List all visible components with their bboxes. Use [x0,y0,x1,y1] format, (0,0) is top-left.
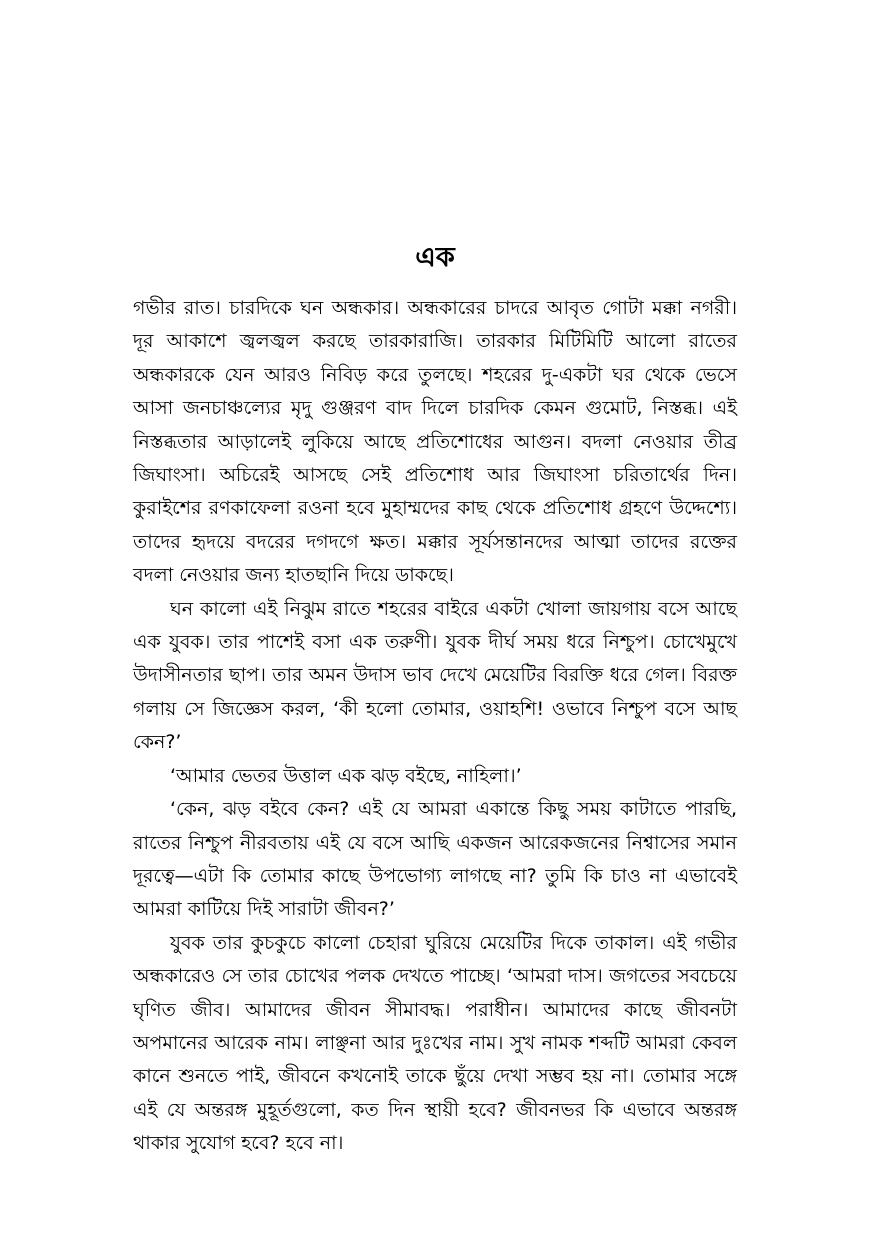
paragraph-4: ‘কেন, ঝড় বইবে কেন? এই যে আমরা একান্তে কিছু সময় কাটাতে পারছি, রাতের নিশ্চুপ নীরবতায় এই যে বসে আছি একজন আরেকজনের নিশ্বাসের সমান দূরত্বে—এটা কি তোমার কাছে উপভোগ্য লাগছে না? তুমি কি চাও না এভাবেই আমরা কাটিয়ে দিই সারাটা জীবন?’ [133,798,737,921]
paragraph-3: ‘আমার ভেতর উত্তাল এক ঝড় বইছে, নাহিলা।’ [170,764,522,787]
paragraph-5: যুবক তার কুচকুচে কালো চেহারা ঘুরিয়ে মেয়েটির দিকে তাকাল। এই গভীর অন্ধকারেও সে তার চোখের পলক দেখতে পাচ্ছে। ‘আমরা দাস। জগতের সবচেয়ে ঘৃণিত জীব। আমাদের জীবন সীমাবদ্ধ। পরাধীন। আমাদের কাছে জীবনটা অপমানের আরেক নাম। লাঞ্ছনা আর দুঃখের নাম। সুখ নামক শব্দটি আমরা কেবল কানে শুনতে পাই, জীবনে কখনোই তাকে ছুঁয়ে দেখা সম্ভব হয় না। তোমার সঙ্গে এই যে অন্তরঙ্গ মুহূর্তগুলো, কত দিন স্থায়ী হবে? জীবনভর কি এভাবে অন্তরঙ্গ থাকার সুযোগ হবে? হবে না। [133,931,737,1155]
paragraph-2: ঘন কালো এই নিঝুম রাতে শহরের বাইরে একটা খোলা জায়গায় বসে আছে এক যুবক। তার পাশেই বসা এক তরুণী। যুবক দীর্ঘ সময় ধরে নিশ্চুপ। চোখেমুখে উদাসীনতার ছাপ। তার অমন উদাস ভাব দেখে মেয়েটির বিরক্তি ধরে গেল। বিরক্ত গলায় সে জিজ্ঞেস করল, ‘কী হলো তোমার, ওয়াহশি! ওভাবে নিশ্চুপ বসে আছ কেন?’ [133,597,737,754]
chapter-title: এক [415,242,455,273]
paragraph-1: গভীর রাত। চারদিকে ঘন অন্ধকার। অন্ধকারের চাদরে আবৃত গোটা মক্কা নগরী। দূর আকাশে জ্বলজ্বল করছে তারকারাজি। তারকার মিটিমিটি আলো রাতের অন্ধকারকে যেন আরও নিবিড় করে তুলছে। শহরের দু-একটা ঘর থেকে ভেসে আসা জনচাঞ্চল্যের মৃদু গুঞ্জরণ বাদ দিলে চারদিক কেমন গুমোট, নিস্তব্ধ। এই নিস্তব্ধতার আড়ালেই লুকিয়ে আছে প্রতিশোধের আগুন। বদলা নেওয়ার তীব্র জিঘাংসা। অচিরেই আসছে সেই প্রতিশোধ আর জিঘাংসা চরিতার্থের দিন। কুরাইশের রণকাফেলা রওনা হবে মুহাম্মদের কাছ থেকে প্রতিশোধ গ্রহণে উদ্দেশ্যে। তাদের হৃদয়ে বদরের দগদগে ক্ষত। মক্কার সূর্যসন্তানদের আত্মা তাদের রক্তের বদলা নেওয়ার জন্য হাতছানি দিয়ে ডাকছে। [133,297,737,587]
body-text [133,292,737,1161]
